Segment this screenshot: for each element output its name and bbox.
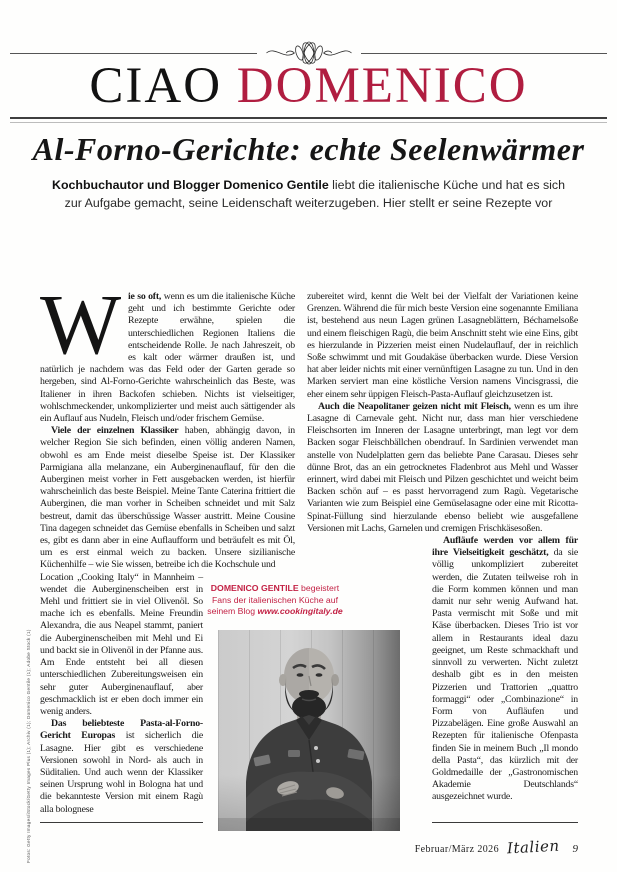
chef-portrait-illustration: [218, 630, 400, 831]
paragraph-2-continued: Location „Cooking Italy“ in Mannheim – wendet die Auberginenscheiben erst in Mehl und frittiert sie in viel Olivenöl. So mache ich es ebenfalls. Meine Freundin Alexandra, die aus Neapel stammt, paniert die Auberginenscheiben mit Mehl und Ei und backt sie in Olivenöl in der Pfanne aus. Am Ende entsteht bei all diesen unterschiedlichen Zubereitungsweisen ein sehr guter Auberginenauflauf, aber geschmacklich ist er eben doch immer ein wenig anders.: [40, 571, 203, 717]
photo-caption: [200, 583, 350, 618]
paragraph-4: zubereitet wird, kennt die Welt bei der Vielfalt der Variationen keine Grenzen. Während die für mich beste Version eine sogenannte Emiliana ist, bestehend aus neun Lagen grünen Lasagneblättern, Béchamelsoße und einem fleischigen Ragù, die beim Anschnitt steht wie eine Eins, gibt es hierzulande in Pizzerien meist einen Nudelauflauf, der in reichlich Soße schwimmt und mit Goudakäse überbacken wurde. Diese Version hat aber leider nichts mit einer vernünftigen Lasagne zu tun. Und in den Marken serviert man eine köstliche Version namens Vincisgrassi, die eher einem sehr üppigen Fleisch-Pasta-Auflauf gleichzusetzen ist.: [307, 291, 578, 400]
page-number: 9: [572, 843, 578, 855]
caption-name: DOMENICO GENTILE: [210, 583, 299, 593]
photo-credits: Fotos: Getty Images/iStock/Getty Images Plus (1); Archiv (1); Domenico Gentile (1); Adobe Stock (1): [26, 629, 31, 863]
standfirst-text: liebt die italienische Küche und hat es sich zur Aufgabe gemacht, seine Leidenschaft weiterzugeben. Hier stellt er seine Rezepte vor: [64, 178, 565, 210]
standfirst-author: Kochbuchautor und Blogger Domenico Gentile: [52, 178, 329, 192]
footer-issue-date: Februar/März 2026: [414, 844, 499, 855]
header-rule-left: [10, 53, 257, 54]
page-footer: [307, 838, 578, 856]
left-column-narrow: [40, 572, 203, 816]
portrait-photo: [218, 630, 400, 831]
paragraph-3: Das beliebteste Pasta-al-Forno-Gericht Europas ist sicherlich die Lasagne. Hier gibt es verschiedene Versionen sowohl in Nord- als auch in Süditalien. Und auch wenn der Klassiker seinen Ursprung wohl in Bologna hat und die bekannteste Version mit einem Ragù alla bolognese: [40, 718, 203, 815]
page-title-ciao: CIAO: [89, 58, 223, 114]
caption-blog-url[interactable]: www.cookingitaly.de: [257, 606, 343, 617]
page-title: [0, 56, 617, 116]
right-column-narrow: [432, 535, 578, 803]
paragraph-1: Wie so oft, wenn es um die italienische Küche geht und ich bestimmte Gerichte oder Rezepte erwähne, spielen die unterschiedlichen Regionen Italiens die entscheidende Rolle. Je nach Jahreszeit, ob es kalt oder wärmer draußen ist, und natürlich je nachdem was das Feld oder der Garten gerade so hergeben, sind Al-Forno-Gerichte wahrscheinlich das Beste, was Italiener in ihren Backofen schieben. Nichts ist vielseitiger, wohlschmeckender, unkomplizierter und meist auch sättigender als ein Auflauf aus Nudeln, Fleisch und/oder frischem Gemüse.: [40, 276, 295, 425]
caption-text: begeistert Fans der italienischen Küche auf seinem Blog: [207, 583, 340, 617]
title-underline-rule: [10, 117, 607, 123]
end-rule-left: [40, 822, 203, 823]
end-rule-right: [432, 822, 578, 823]
dropcap-w: W: [40, 276, 121, 372]
article-standfirst: [46, 177, 571, 212]
page-title-domenico: DOMENICO: [236, 58, 528, 114]
paragraph-2: Viele der einzelnen Klassiker haben, abhängig davon, in welcher Region Sie sich befinden, einen völlig anderen Namen, obwohl es am Ende meist dieselbe Speise ist. Der Klassiker Parmigiana alla melanzane, ein Auberginenauflauf, für den die Auberginen meist vorher in Fett ausgebacken werden, ist hierfür wahrscheinlich das beste Beispiel. Meine Tante Caterina frittiert die Auberginen, die man vorher in Scheiben schneidet und mit Salz bestreut, damit das überschüssige Wasser austritt. Meine Cousine Tina dagegen schneidet das Gemüse ebenfalls in Scheiben und salzt es, gibt es dann aber in eine Auflaufform und beträufelt es mit Öl, um es erst einmal weich zu backen. Unsere sizilianische Küchenhilfe – wie Sie wissen, betreibe ich die Kochschule und: [40, 425, 295, 571]
paragraph-5: Auch die Neapolitaner geizen nicht mit Fleisch, wenn es um ihre Lasagne di Carnevale geht. Nicht nur, dass man hier verschiedene Fleischsorten im Inneren der Lasagne unterbringt, man legt vor dem Backen sogar Fleischbällchen obendrauf. In Sardinien verwendet man anstelle von Nudelplatten gern das beliebte Pane Carasau. Dieses sehr dünne Brot, das an ein getrocknetes Fladenbrot aus Mehl und Wasser erinnert, wird dabei mit Fleisch und Pilzen geschichtet und weicht beim Backen schön auf – es passt hervorragend zum Ragù. Vegetarische Varianten wie zum Beispiel eine Gemüselasagne oder eine mit Ricotta-Spinat-Füllung sind hierzulande ebenso beliebt wie ausgefallene Versionen mit Lachs, Garnelen und cremigen Frischkäsesoßen.: [307, 400, 578, 534]
header-rule-right: [361, 53, 608, 54]
paragraph-6: Aufläufe werden vor allem für ihre Vielseitigkeit geschätzt, da sie völlig unkompliziert zubereitet werden, die Zutaten teilweise roh in die Form kommen können und man damit nur sehr wenig Aufwand hat. Pasta vermischt mit Soße und mit Käse überbacken. Dieses Trio ist vor allem in Restaurants ideal dazu geeignet, um Reste schmackhaft und sinnvoll zu verwerten. Nicht zuletzt deshalb gibt es in den meisten Pizzerien und Trattorien „quattro formaggi“ oder „Combinazione“ in Form von Aufläufen und Pizzabelägen. Eine große Auswahl an Rezepten für italienische Ofenpasta finden Sie in meinem Buch „Il mondo della Pasta“, das kürzlich mit der Goldmedaille der „Gastronomischen Akademie Deutschlands“ ausgezeichnet wurde.: [432, 535, 578, 803]
magazine-logo: Italien: [507, 836, 561, 858]
article-subtitle: Al-Forno-Gerichte: echte Seelenwärmer: [32, 131, 585, 167]
